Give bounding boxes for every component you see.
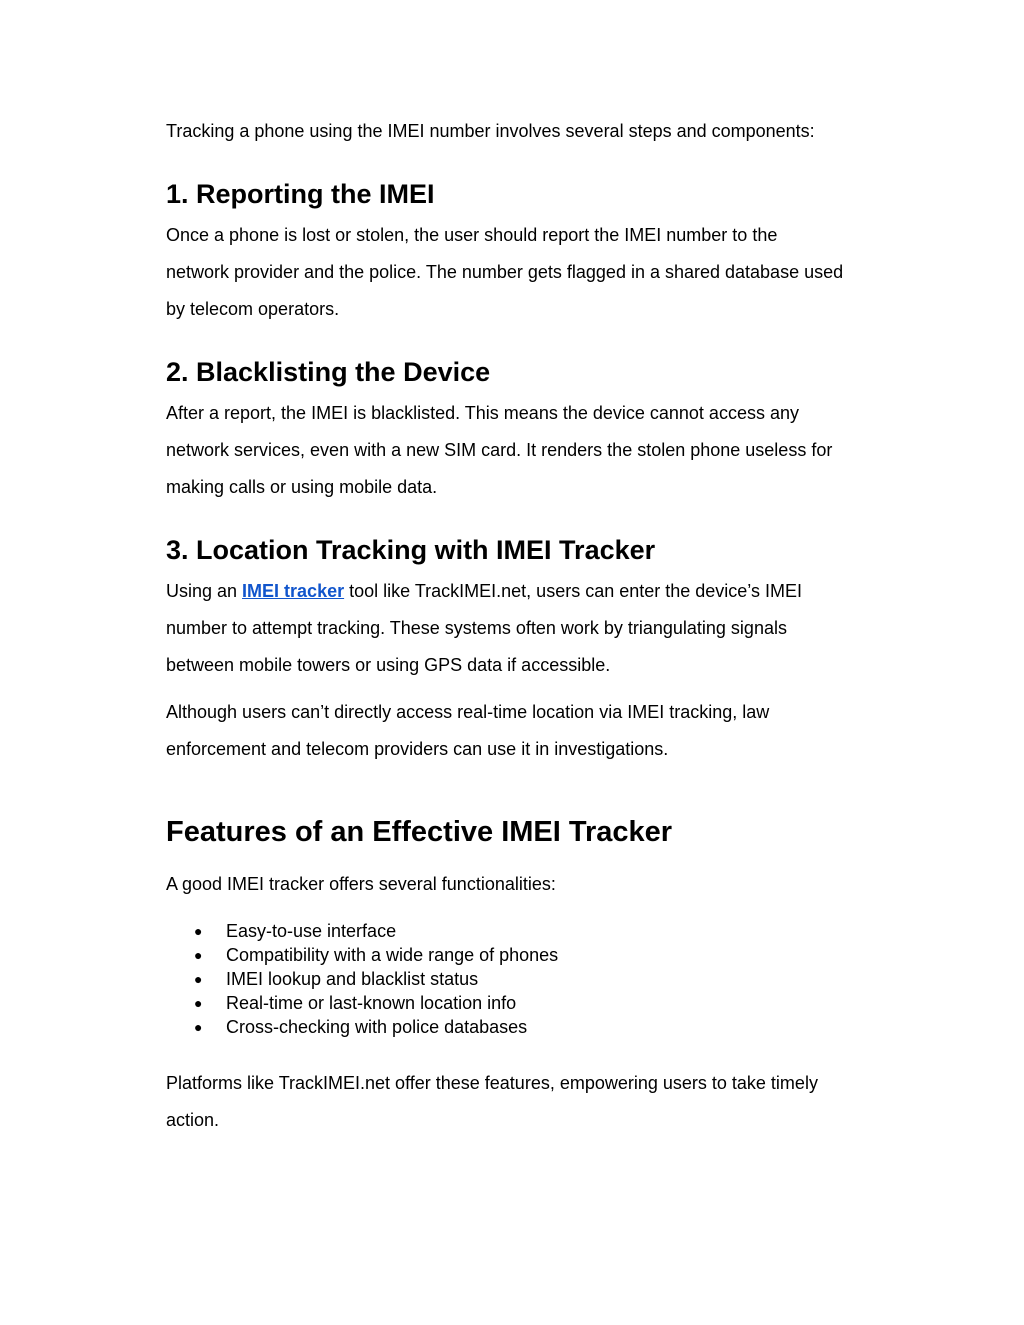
section-1-line-1: Once a phone is lost or stolen, the user should report the IMEI number to the: [166, 225, 778, 245]
section-3-para2-line-2: enforcement and telecom providers can use it in investigations.: [166, 739, 669, 759]
section-3-line-2: number to attempt tracking. These systems often work by triangulating signals: [166, 618, 787, 638]
section-3-line-1-prefix: Using an: [166, 581, 243, 601]
features-heading: Features of an Effective IMEI Tracker: [166, 816, 673, 848]
section-1-line-3: by telecom operators.: [166, 299, 340, 319]
bullet-icon: ●: [194, 923, 203, 939]
list-item-text: IMEI lookup and blacklist status: [226, 969, 479, 989]
intro-paragraph: Tracking a phone using the IMEI number involves several steps and components:: [166, 121, 815, 141]
section-3-line-1: [166, 580, 802, 602]
closing-line-2: action.: [166, 1110, 220, 1130]
section-3-line-3: between mobile towers or using GPS data if accessible.: [166, 655, 611, 675]
section-heading-reporting: 1. Reporting the IMEI: [166, 179, 435, 209]
section-2-line-1: After a report, the IMEI is blacklisted. This means the device cannot access any: [166, 403, 799, 423]
closing-line-1: Platforms like TrackIMEI.net offer these features, empowering users to take timely: [166, 1073, 818, 1093]
bullet-icon: ●: [194, 995, 203, 1011]
list-item-text: Compatibility with a wide range of phones: [226, 945, 559, 965]
section-1-line-2: network provider and the police. The number gets flagged in a shared database used: [166, 262, 844, 282]
features-intro: A good IMEI tracker offers several functionalities:: [166, 874, 556, 894]
imei-tracker-link[interactable]: IMEI tracker: [242, 581, 345, 601]
bullet-icon: ●: [194, 1019, 203, 1035]
bullet-icon: ●: [194, 947, 203, 963]
list-item-text: Easy-to-use interface: [226, 921, 397, 941]
section-heading-blacklisting: 2. Blacklisting the Device: [166, 357, 491, 387]
bullet-icon: ●: [194, 971, 203, 987]
list-item-text: Real-time or last-known location info: [226, 993, 517, 1013]
list-item-text: Cross-checking with police databases: [226, 1017, 528, 1037]
section-3-para2-line-1: Although users can’t directly access real-time location via IMEI tracking, law: [166, 702, 770, 722]
section-2-line-3: making calls or using mobile data.: [166, 477, 438, 497]
section-heading-location-tracking: 3. Location Tracking with IMEI Tracker: [166, 535, 656, 565]
section-3-line-1-suffix: tool like TrackIMEI.net, users can enter the device’s IMEI: [344, 581, 802, 601]
section-2-line-2: network services, even with a new SIM card. It renders the stolen phone useless for: [166, 440, 833, 460]
